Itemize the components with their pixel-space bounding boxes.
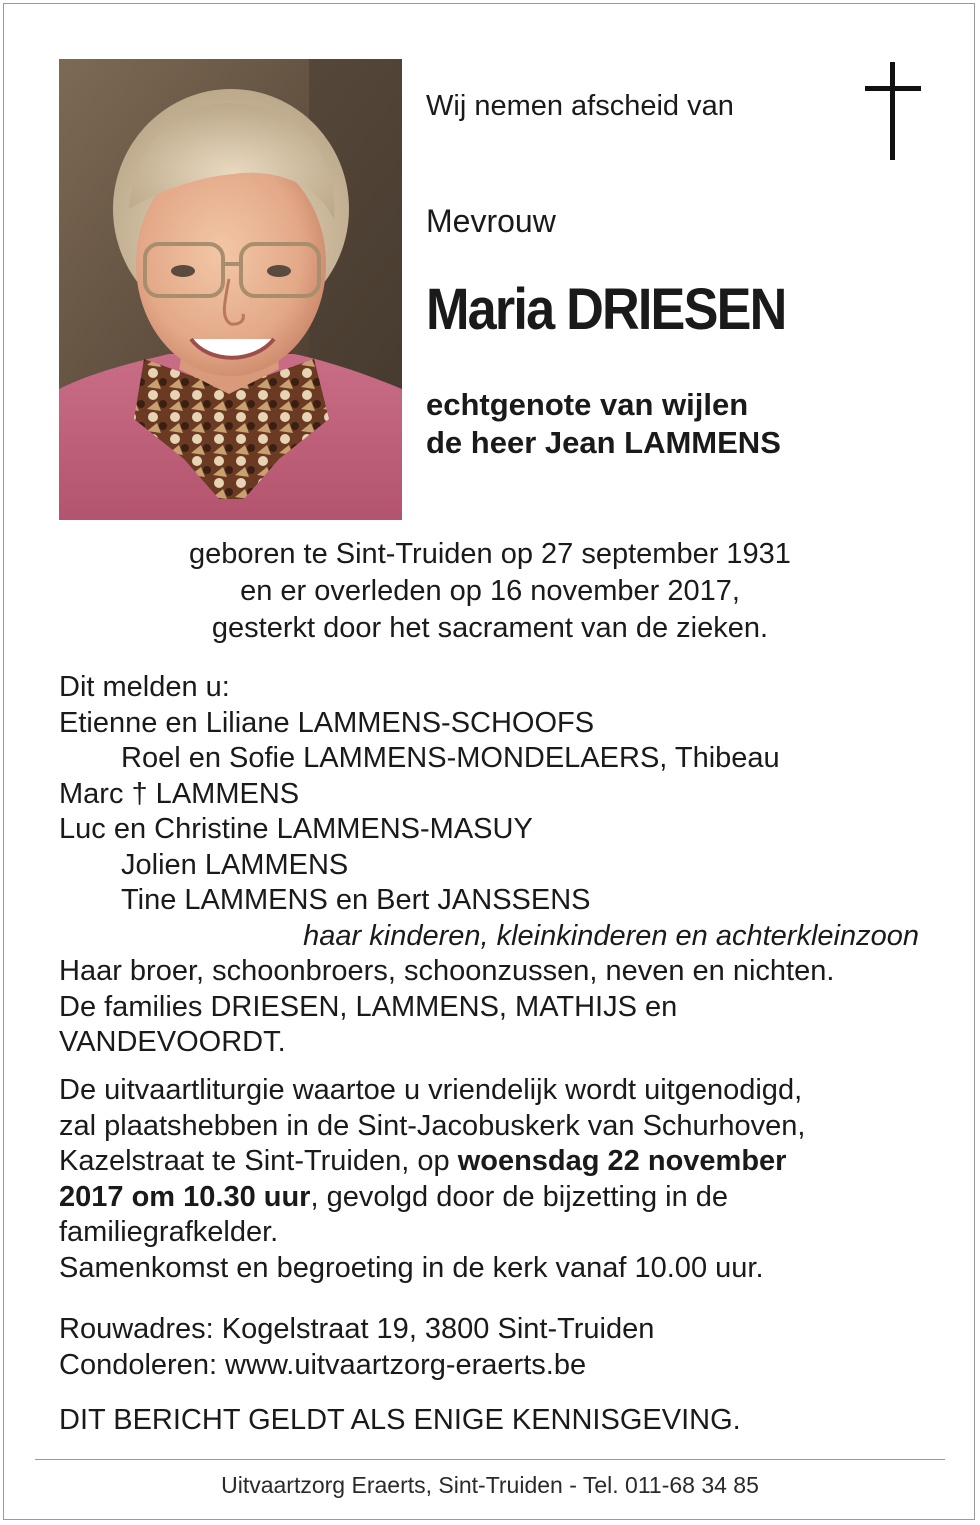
family-announcement (59, 670, 929, 1061)
family-line: Haar broer, schoonbroers, schoonzussen, neven en nichten. (59, 955, 835, 987)
spouse-info (426, 386, 781, 462)
ceremony-date: woensdag 22 november (457, 1145, 787, 1177)
condolence-link: Condoleren: www.uitvaartzorg-eraerts.be (59, 1348, 587, 1381)
family-line: Tine LAMMENS en Bert JANSSENS (121, 884, 591, 916)
mourning-address: Rouwadres: Kogelstraat 19, 3800 Sint-Truiden (59, 1313, 655, 1345)
birth-line-2: en er overleden op 16 november 2017, (240, 575, 740, 607)
contact-info (59, 1312, 929, 1383)
family-line: VANDEVOORDT. (59, 1026, 286, 1058)
ceremony-line (59, 1144, 929, 1180)
ceremony-time: 2017 om 10.30 uur (59, 1180, 311, 1213)
birth-line-3: gesterkt door het sacrament van de zieken. (211, 612, 769, 644)
footer-text: Uitvaartzorg Eraerts, Sint-Truiden - Tel. 011-68 34 85 (221, 1472, 759, 1498)
family-line: Roel en Sofie LAMMENS-MONDELAERS, Thibeau (121, 742, 780, 774)
ceremony-line: familiegrafkelder. (59, 1216, 279, 1248)
salutation: Mevrouw (426, 203, 556, 239)
notice-text: DIT BERICHT GELDT ALS ENIGE KENNISGEVING. (59, 1404, 741, 1436)
ceremony-line: zal plaatshebben in de Sint-Jacobuskerk van Schurhoven, (59, 1109, 806, 1142)
family-line: Marc † LAMMENS (59, 777, 300, 810)
spouse-line-1: echtgenote van wijlen (426, 387, 749, 422)
ceremony-text: , gevolgd door de bijzetting in de (310, 1180, 729, 1213)
ceremony-line (59, 1180, 929, 1216)
family-line: Etienne en Liliane LAMMENS-SCHOOFS (59, 706, 595, 739)
footer-divider (35, 1459, 945, 1460)
ceremony-line: Samenkomst en begroeting in de kerk vanaf 10.00 uur. (59, 1251, 764, 1284)
ceremony-info (59, 1073, 929, 1286)
birth-line-1: geboren te Sint-Truiden op 27 september 1931 (189, 538, 791, 570)
intro-text: Wij nemen afscheid van (426, 90, 734, 122)
family-line: De families DRIESEN, LAMMENS, MATHIJS en (59, 990, 678, 1023)
deceased-name: Maria DRIESEN (426, 277, 786, 342)
spouse-line-2: de heer Jean LAMMENS (426, 425, 781, 460)
birth-death-info (0, 536, 980, 647)
ceremony-text: Kazelstraat te Sint-Truiden, op (59, 1145, 458, 1177)
family-intro: Dit melden u: (59, 671, 230, 703)
cross-icon (860, 62, 926, 160)
family-line: Luc en Christine LAMMENS-MASUY (59, 813, 533, 845)
portrait-photo (59, 59, 402, 520)
family-line: Jolien LAMMENS (121, 848, 349, 881)
ceremony-line: De uitvaartliturgie waartoe u vriendelijk wordt uitgenodigd, (59, 1074, 803, 1106)
family-relation: haar kinderen, kleinkinderen en achterkleinzoon (303, 919, 919, 952)
